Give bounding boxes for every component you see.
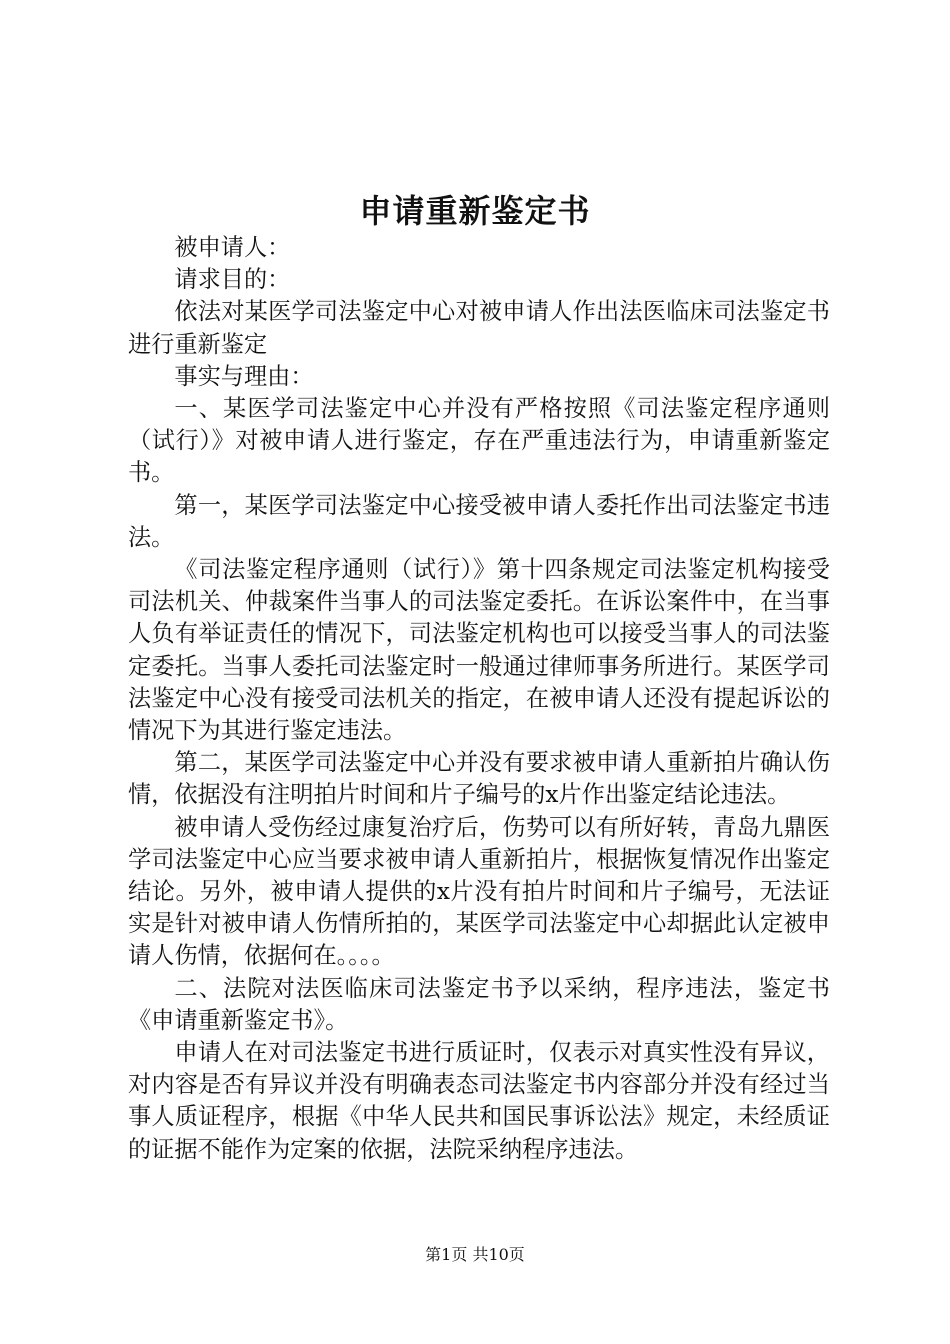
document-title: 申请重新鉴定书 [359, 192, 591, 230]
paragraph-request-purpose: 依法对某医学司法鉴定中心对被申请人作出法医临床司法鉴定书进行重新鉴定 [128, 298, 830, 358]
paragraph-respondent: 被申请人： [174, 234, 291, 261]
paragraph-first: 第一，某医学司法鉴定中心接受被申请人委托作出司法鉴定书违法。 [128, 491, 830, 551]
page-number-footer: 第1页 共10页 [425, 1245, 525, 1264]
document-body [128, 232, 830, 1166]
paragraph-point-two: 二、法院对法医临床司法鉴定书予以采纳，程序违法，鉴定书《申请重新鉴定书》。 [128, 974, 830, 1034]
paragraph-cross-examination: 申请人在对司法鉴定书进行质证时，仅表示对真实性没有异议，对内容是否有异议并没有明确表态司法鉴定书内容部分并没有经过当事人质证程序，根据《中华人民共和国民事诉讼法》规定，未经质证的证据不能作为定案的依据，法院采纳程序违法。 [128, 1039, 830, 1163]
paragraph-request-purpose-label: 请求目的： [174, 266, 291, 294]
paragraph-point-one: 一、某医学司法鉴定中心并没有严格按照《司法鉴定程序通则（试行）》对被申请人进行鉴定，存在严重违法行为，申请重新鉴定书。 [128, 395, 830, 487]
paragraph-facts-label: 事实与理由： [174, 362, 314, 390]
paragraph-rules-article-14: 《司法鉴定程序通则（试行）》第十四条规定司法鉴定机构接受司法机关、仲裁案件当事人的司法鉴定委托。在诉讼案件中，在当事人负有举证责任的情况下，司法鉴定机构也可以接受当事人的司法鉴定委托。当事人委托司法鉴定时一般通过律师事务所进行。某医学司法鉴定中心没有接受司法机关的指定，在被申请人还没有提起诉讼的情况下为其进行鉴定违法。 [128, 556, 830, 745]
paragraph-second: 第二，某医学司法鉴定中心并没有要求被申请人重新拍片确认伤情，依据没有注明拍片时间和片子编号的x片作出鉴定结论违法。 [128, 749, 830, 809]
paragraph-injury-recovery: 被申请人受伤经过康复治疗后，伤势可以有所好转，青岛九鼎医学司法鉴定中心应当要求被申请人重新拍片，根据恢复情况作出鉴定结论。另外，被申请人提供的x片没有拍片时间和片子编号，无法证实是针对被申请人伤情所拍的，某医学司法鉴定中心却据此认定被申请人伤情，依据何在。。。。 [128, 813, 830, 970]
